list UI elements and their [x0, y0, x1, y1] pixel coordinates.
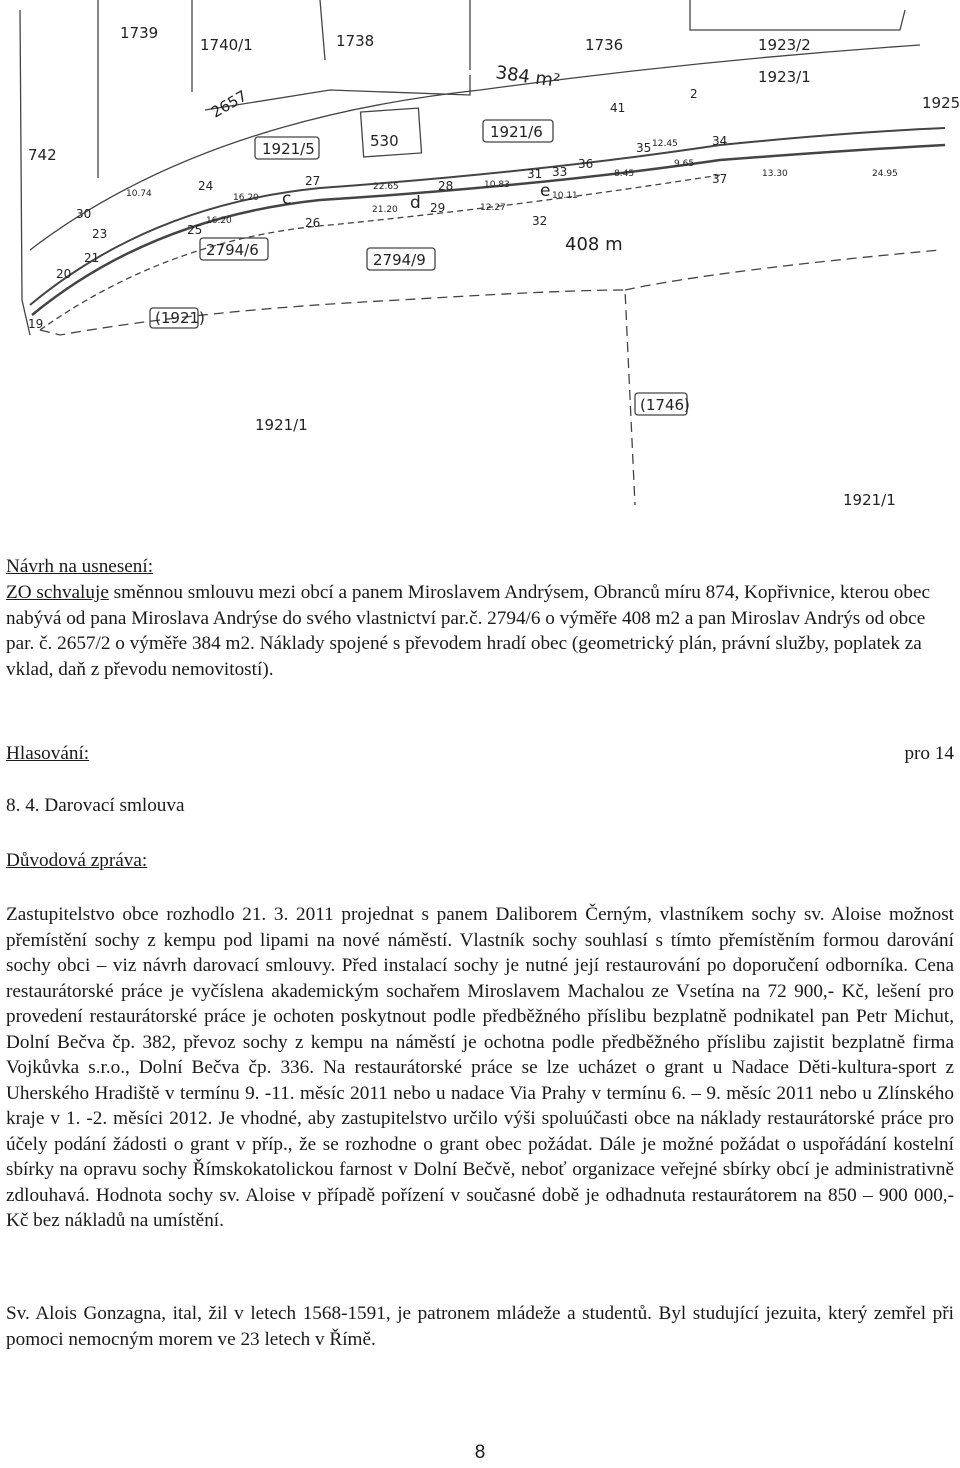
- map-point: 37: [712, 172, 728, 186]
- map-point: 27: [305, 174, 321, 188]
- map-label: 2794/6: [206, 241, 259, 259]
- map-label: (1921): [155, 309, 205, 327]
- map-path-lower: [32, 145, 945, 315]
- map-measure: 16.20: [206, 216, 232, 226]
- map-point: 34: [712, 134, 728, 148]
- section-paragraph-1: Zastupitelstvo obce rozhodlo 21. 3. 2011 projednat s panem Daliborem Černým, vlastníkem sochy sv. Aloise možnost přemístění sochy z kempu pod lipami na nové náměstí. Vlastník sochy souhlasí s tímto přemístěním formou darování sochy obci – viz návrh darovací smlouvy. Před instalací sochy je nutné její restaurování po doporučení odborníka. Cena restaurátorské práce je vyčíslena akademickým sochařem Miroslavem Machalou ze Vsetína na 72 900,- Kč, lešení pro provedení restaurátorské práce je ochoten poskytnout podle předběžného příslibu bezplatně podnikatel pan Petr Michut, Dolní Bečva čp. 382, převoz sochy z kempu na náměstí je ochotna podle předběžného příslibu zajistit bezplatně firma Vojkůvka s.r.o., Dolní Bečva čp. 336. Na restaurátorské práce se lze ucházet o grant u Nadace Děti-kultura-sport z Uherského Hradiště v termínu 9. -11. měsíc 2011 nebo u nadace Via Prahy v termínu 6. – 9. měsíc 2011 nebo u Zlínského kraje v 1. -2. měsíci 2012. Je vhodné, aby zastupitelstvo určilo výši spoluúčasti obce na náklady restaurátorské práce pro účely podání žádosti o grant v příp., že se rozhodne o grant obec požádat. Dále je možné požádat o uspořádání kostelní sbírky na opravu sochy Římskokatolickou farnost v Dolní Bečvě, neboť organizace veřejné sbírky obcí je administrativně zdlouhavá. Hodnota sochy sv. Aloise v případě pořízení v současné době je odhadnuta restaurátorem na 850 – 900 000,- Kč bez nákladů na umístění.: [6, 904, 954, 1231]
- map-label: 1921/5: [262, 140, 315, 158]
- map-label: 1738: [336, 32, 375, 50]
- voting-label: Hlasování:: [6, 743, 90, 764]
- map-measure: 10.11: [552, 191, 578, 201]
- map-label: 1921/1: [843, 491, 896, 509]
- reason-heading: Důvodová zpráva:: [6, 850, 148, 871]
- map-label: 1740/1: [200, 36, 253, 54]
- map-label: 2794/9: [373, 251, 426, 269]
- proposal-body: směnnou smlouvu mezi obcí a panem Miroslavem Andrýsem, Obranců míru 874, Kopřivnice, kterou obec nabývá od pana Miroslava Andrýse do svého vlastnictví par.č. 2794/6 o výměře 408 m2 a pan Miroslav Andrýs od obce par. č. 2657/2 o výměře 384 m2. Náklady spojené s převodem hradí obec (geometrický plán, právní služby, poplatek za vklad, daň z převodu nemovitostí).: [6, 582, 930, 680]
- map-point: 25: [187, 223, 203, 237]
- map-label: c: [282, 189, 292, 209]
- section-title: 8. 4. Darovací smlouva: [6, 795, 185, 816]
- map-label: d: [410, 193, 421, 213]
- map-point: 24: [198, 179, 214, 193]
- map-boundary: [320, 0, 325, 60]
- map-boundary: [690, 0, 905, 30]
- proposal-lead: ZO schvaluje: [6, 582, 109, 603]
- map-measure: 10.74: [126, 189, 152, 199]
- map-label: 1736: [585, 36, 624, 54]
- map-label: 1925: [922, 94, 960, 112]
- map-area-label: 408 m: [565, 234, 623, 255]
- map-label: 1923/1: [758, 68, 811, 86]
- map-lower-parcel: [40, 290, 635, 505]
- map-point: 26: [305, 216, 321, 230]
- map-point: 23: [92, 227, 108, 241]
- map-measure: 24.95: [872, 169, 898, 179]
- map-label: 1921/6: [490, 123, 543, 141]
- map-label: (1746): [640, 396, 690, 414]
- map-point: 33: [552, 165, 568, 179]
- map-point: 36: [578, 157, 594, 171]
- map-point: 30: [76, 207, 92, 221]
- map-measure: 8.45: [614, 169, 635, 179]
- map-point: 32: [532, 214, 548, 228]
- map-point: 31: [527, 167, 543, 181]
- map-point: 41: [610, 101, 626, 115]
- map-measure: 16.20: [233, 193, 259, 203]
- map-label: 530: [370, 132, 399, 150]
- map-label: 2657: [208, 86, 251, 122]
- map-label: 1739: [120, 24, 159, 42]
- map-measure: 10.83: [484, 180, 510, 190]
- map-point: 35: [636, 141, 652, 155]
- map-area-label: 384 m²: [494, 62, 562, 92]
- section-paragraph-2: Sv. Alois Gonzagna, ital, žil v letech 1568-1591, je patronem mládeže a studentů. Byl studující jezuita, který zemřel při pomoci nemocným morem ve 23 letech v Římě.: [6, 1303, 954, 1350]
- map-measure: 9.65: [674, 159, 695, 169]
- map-point: 28: [438, 179, 454, 193]
- map-point: 2: [690, 87, 698, 101]
- map-lower-parcel: [625, 250, 940, 290]
- map-measure: 13.30: [762, 169, 788, 179]
- map-point: 21: [84, 251, 100, 265]
- proposal-heading: Návrh na usnesení:: [6, 556, 154, 577]
- map-label: 1923/2: [758, 36, 811, 54]
- map-point: 29: [430, 201, 446, 215]
- map-measure: 12.27: [480, 203, 506, 213]
- voting-row: [6, 741, 954, 767]
- map-label: 1921/1: [255, 416, 308, 434]
- map-label: e: [540, 181, 551, 201]
- voting-result: pro 14: [904, 743, 954, 764]
- page-number: 8: [474, 1442, 486, 1463]
- proposal-text: [6, 580, 954, 682]
- map-measure: 22.65: [373, 182, 399, 192]
- map-label: 742: [28, 146, 57, 164]
- map-boundary-left: [20, 10, 30, 335]
- cadastral-map: [0, 0, 960, 520]
- map-measure: 21.20: [372, 205, 398, 215]
- map-point: 19: [28, 317, 44, 331]
- map-measure: 12.45: [652, 139, 678, 149]
- map-point: 20: [56, 267, 72, 281]
